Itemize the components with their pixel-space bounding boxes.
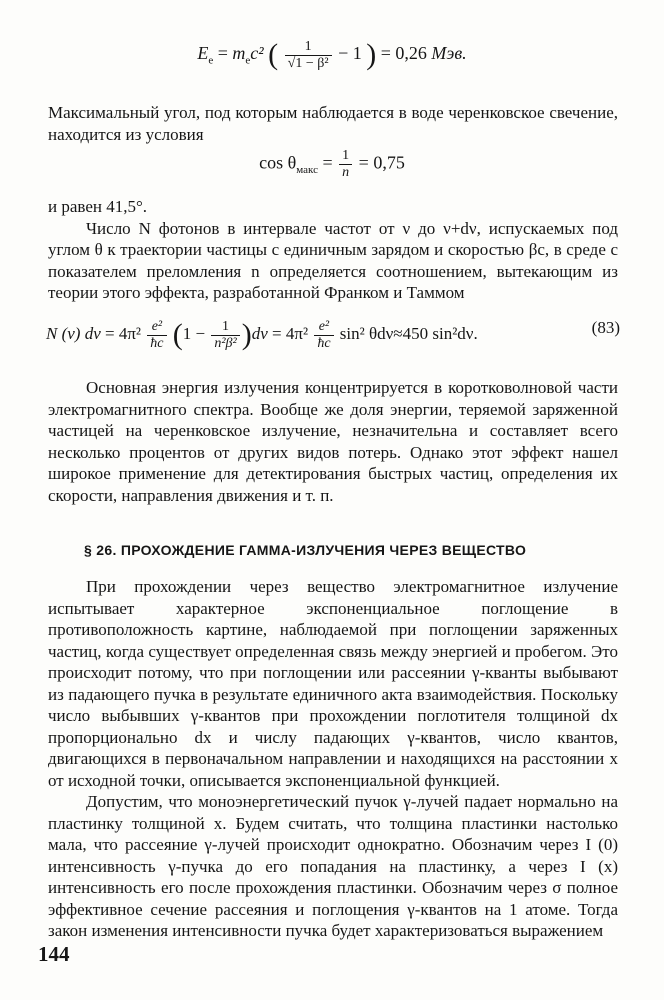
fraction-numerator: 1: [285, 39, 332, 56]
fraction-numerator: e²: [314, 319, 333, 336]
formula-fraction-1: [147, 319, 166, 352]
paragraph-energy: [48, 377, 618, 506]
formula-unit: Мэв.: [431, 43, 467, 64]
section-heading: § 26. ПРОХОЖДЕНИЕ ГАММА-ИЗЛУЧЕНИЯ ЧЕРЕЗ ВЕЩЕСТВО: [84, 542, 527, 558]
formula-frank-tamm: [46, 318, 620, 352]
formula-lhs: N (ν) dν: [46, 323, 101, 343]
fraction-denominator: n²β²: [214, 335, 237, 351]
formula-fraction: [285, 39, 332, 72]
formula-one-minus: 1 −: [182, 323, 206, 343]
formula-fraction-3: [314, 319, 333, 352]
equation-number: (83): [591, 318, 620, 337]
formula-tail: sin² θdν≈450 sin²dν.: [339, 323, 478, 343]
formula-dv: dν: [251, 323, 268, 343]
formula-eq2: = 4π²: [272, 323, 309, 343]
fraction-numerator: 1: [339, 148, 352, 165]
paragraph-photons: Число N фотонов в интервале частот от ν до ν+dν, испускаемых под углом θ к траектории частицы с единичным зарядом и скоростью βc, в среде с показателем преломления n определяется соотношением, вытекающим из теории этого эффекта, разработанной Франком и Таммом: [48, 218, 618, 302]
formula-eq: =: [217, 43, 228, 64]
formula-fraction-2: [211, 319, 239, 352]
paragraph-gamma-beam: Допустим, что моноэнергетический пучок γ-лучей падает нормально на пластинку толщиной x. Будем считать, что толщина пластинки настолько мала, что рассеяние γ-лучей происходит однократно. Обозначим через I (0) интенсивность γ-пучка до его попадания на пластинку, а через I (x) интенсивность его после прохождения пластинки. Обозначим через σ полное эффективное сечение рассеяния и поглощения γ-квантов на 1 атоме. Тогда закон изменения интенсивности пучка будет характеризоваться выражением: [48, 792, 618, 940]
formula-eq: =: [322, 152, 333, 173]
formula-c2: c²: [250, 43, 264, 64]
formula-mass: m: [232, 43, 246, 64]
fraction-denominator: n: [342, 165, 350, 180]
formula-lhs-sub: макс: [296, 164, 319, 177]
fraction-numerator: 1: [211, 319, 239, 336]
paragraph-photons-block: [48, 196, 618, 304]
formula-electron-energy: [0, 38, 664, 72]
fraction-denominator: ħc: [317, 335, 331, 351]
formula-fraction: [339, 148, 352, 181]
formula-open-paren: (: [172, 318, 183, 351]
formula-close-paren: ): [366, 38, 377, 71]
formula-eq1: = 4π²: [105, 323, 142, 343]
formula-close-paren: ): [241, 318, 252, 351]
formula-open-paren: (: [268, 38, 279, 71]
formula-minus-one: − 1: [338, 43, 362, 64]
fraction-numerator: e²: [147, 319, 166, 336]
fraction-denominator: ħc: [150, 335, 164, 351]
paragraph-max-angle: [48, 102, 618, 145]
paragraph-text: Основная энергия излучения концентрируется в коротковолновой части электромагнитного спектра. Вообще же доля энергии, теряемой заряженной частицей на черенковское излучение, незначительна и составляет всего несколько процентов от других видов потерь. Однако этот эффект нашел широкое применение для детектирования быстрых частиц, определения их скорости, направления движения и т. п.: [48, 378, 618, 505]
paragraph-text: Максимальный угол, под которым наблюдается в воде черенковское свечение, находится из условия: [48, 103, 618, 144]
page-number: 144: [38, 942, 70, 966]
formula-lhs: E: [197, 43, 209, 64]
formula-lhs-sub: e: [208, 54, 214, 67]
fraction-denominator: √1 − β²: [287, 55, 329, 71]
paragraph-gamma-absorption: При прохождении через вещество электромагнитное излучение испытывает характерное экспоненциальное поглощение в противоположность картине, наблюдаемой при поглощении заряженных частиц, когда существует определенная связь между энергией и пробегом. Это происходит потому, что при поглощении или рассеянии γ-кванты выбывают из падающего пучка в результате единичного акта взаимодействия. Поскольку число выбывших γ-квантов при прохождении поглотителя толщиной dx пропорционально dx и числу падающих γ-квантов, число квантов, двигающихся в первоначальном направлении и находящихся на расстоянии x от исходной точки, описывается экспоненциальной функцией.: [48, 577, 618, 790]
formula-result: = 0,75: [358, 152, 405, 173]
formula-lhs: cos θ: [259, 152, 297, 173]
formula-result: = 0,26: [380, 43, 427, 64]
angle-value-text: и равен 41,5°.: [48, 197, 148, 216]
paragraph-gamma-block: [48, 576, 618, 942]
formula-mass-sub: e: [245, 54, 251, 67]
formula-cos-theta: [0, 148, 664, 181]
